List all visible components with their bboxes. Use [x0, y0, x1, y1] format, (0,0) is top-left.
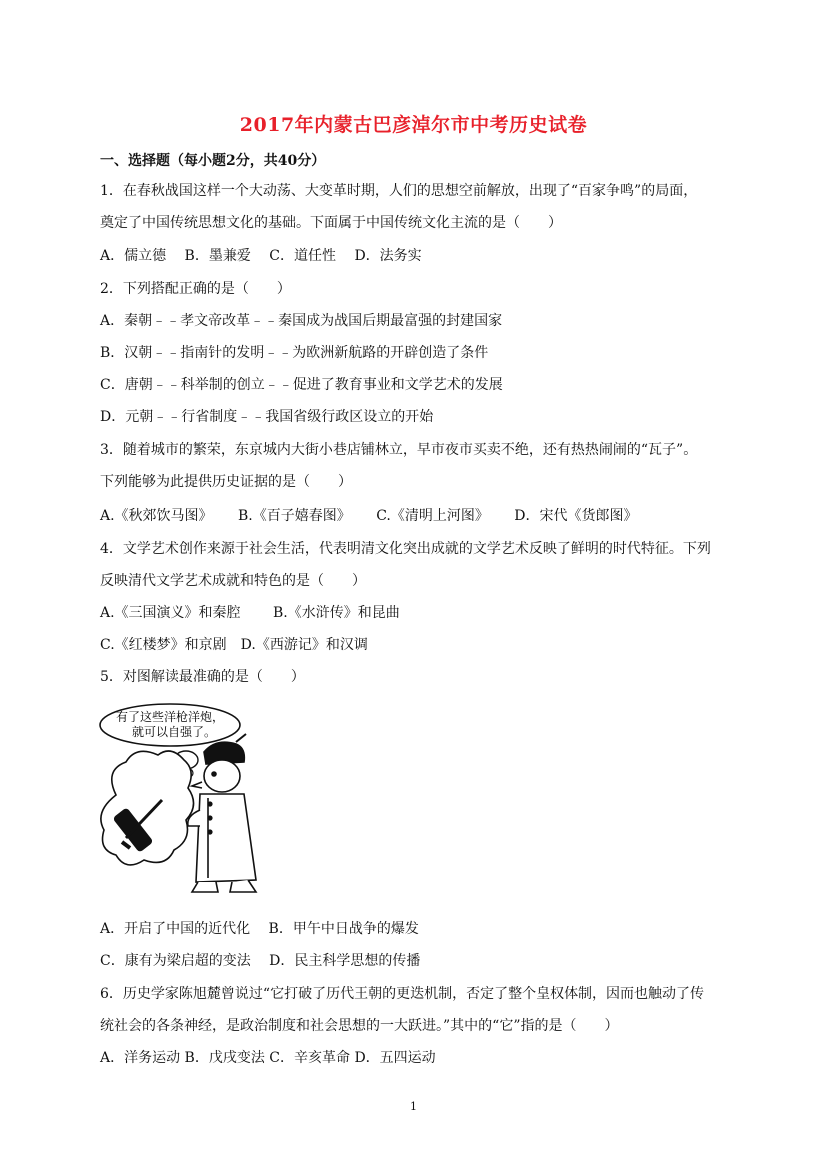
- page-number: 1: [410, 1100, 417, 1113]
- cartoon-figure: [96, 700, 272, 900]
- question-6-line-1: 6．历史学家陈旭麓曾说过“它打破了历代王朝的更迭机制，否定了整个皇权体制，因而也触动了传: [100, 986, 705, 1002]
- section-heading: 一、选择题（每小题2分，共40分）: [100, 153, 326, 169]
- question-4-line-1: 4．文学艺术创作来源于社会生活，代表明清文化突出成就的文学艺术反映了鲜明的时代特征。下列: [100, 541, 711, 557]
- question-6-line-2: 统社会的各条神经，是政治制度和社会思想的一大跃进。”其中的“它”指的是（ ）: [100, 1018, 619, 1034]
- question-2-option-c: C．唐朝﹣﹣科举制的创立﹣﹣促进了教育事业和文学艺术的发展: [100, 377, 503, 393]
- question-6-options: A．洋务运动 B．戊戌变法 C．辛亥革命 D．五四运动: [100, 1050, 436, 1066]
- question-4-options-cd: C.《红楼梦》和京剧 D.《西游记》和汉调: [100, 637, 368, 653]
- question-2-option-d: D．元朝﹣﹣行省制度﹣﹣我国省级行政区设立的开始: [100, 409, 434, 425]
- speech-bubble-line-1: 有了这些洋枪洋炮，: [115, 710, 225, 724]
- question-4-line-2: 反映清代文学艺术成就和特色的是（ ）: [100, 573, 366, 589]
- question-2-option-b: B．汉朝﹣﹣指南针的发明﹣﹣为欧洲新航路的开辟创造了条件: [100, 345, 489, 361]
- question-1-line-2: 奠定了中国传统思想文化的基础。下面属于中国传统文化主流的是（ ）: [100, 215, 562, 231]
- question-1-options: A．儒立德 B．墨兼爱 C．道任性 D．法务实: [100, 248, 422, 264]
- question-1-line-1: 1．在春秋战国这样一个大动荡、大变革时期，人们的思想空前解放，出现了“百家争鸣”的局面，: [100, 183, 698, 199]
- exam-title: 2017年内蒙古巴彦淖尔市中考历史试卷: [239, 114, 588, 136]
- question-5-options-ab: A．开启了中国的近代化 B．甲午中日战争的爆发: [100, 921, 419, 937]
- question-5-stem: 5．对图解读最准确的是（ ）: [100, 669, 305, 685]
- question-3-options: A.《秋郊饮马图》 B.《百子嬉春图》 C.《清明上河图》 D．宋代《货郎图》: [100, 508, 638, 524]
- question-2-stem: 2．下列搭配正确的是（ ）: [100, 281, 291, 297]
- question-3-line-2: 下列能够为此提供历史证据的是（ ）: [100, 474, 352, 490]
- speech-bubble-line-2: 就可以自强了。: [131, 725, 217, 739]
- question-4-options-ab: A.《三国演义》和秦腔 B.《水浒传》和昆曲: [100, 605, 400, 621]
- question-3-line-1: 3．随着城市的繁荣，东京城内大街小巷店铺林立，早市夜市买卖不绝，还有热热闹闹的“瓦子”。: [100, 442, 698, 458]
- question-2-option-a: A．秦朝﹣﹣孝文帝改革﹣﹣秦国成为战国后期最富强的封建国家: [100, 313, 503, 329]
- question-5-options-cd: C．康有为梁启超的变法 D．民主科学思想的传播: [100, 953, 421, 969]
- thought-cloud: [101, 751, 194, 865]
